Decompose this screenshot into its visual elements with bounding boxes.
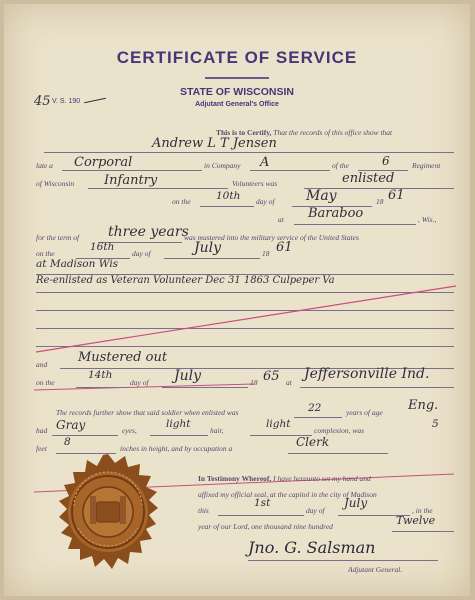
enlist-year-prefix: 18 <box>376 197 384 206</box>
regiment-number: 6 <box>382 154 390 168</box>
eyes-value: Gray <box>56 418 86 432</box>
enlist-at-label: at <box>278 215 284 224</box>
out-year-prefix: 18 <box>250 378 258 387</box>
term-label: for the term of <box>36 233 80 242</box>
enlist-place: Baraboo <box>308 206 364 221</box>
records-text: The records further show that said soldier when enlisted was <box>56 408 239 417</box>
height-feet-value: 5 <box>432 418 439 430</box>
occupation-line <box>288 453 388 454</box>
regiment-label: Regiment <box>412 161 441 170</box>
rank-value: Corporal <box>74 155 133 170</box>
testimony-day: 1st <box>254 497 271 509</box>
out-at-label: at <box>286 378 292 387</box>
late-a-label: late a <box>36 161 53 170</box>
signature-title: Adjutant General. <box>348 565 403 574</box>
status-value: enlisted <box>342 171 395 186</box>
of-wisconsin-label: of Wisconsin <box>36 179 75 188</box>
out-day: 14th <box>88 369 113 381</box>
out-month-line <box>162 387 248 388</box>
out-month: July <box>174 368 202 384</box>
wis-label: , Wis., <box>418 215 437 224</box>
eyes-label: eyes, <box>122 426 137 435</box>
muster-day-of-label: day of <box>132 249 151 258</box>
age-line <box>294 417 342 418</box>
occupation-value: Clerk <box>296 435 330 449</box>
out-year: 65 <box>263 369 280 384</box>
out-place-line <box>300 387 454 388</box>
company-value: A <box>260 155 270 170</box>
had-label: had <box>36 426 48 435</box>
muster-year: 61 <box>276 240 293 255</box>
testimony-year-line <box>392 531 454 532</box>
hair-line <box>150 435 208 436</box>
of-the-label: of the <box>332 161 349 170</box>
testimony-this: this <box>198 506 209 515</box>
form-number: 45 <box>34 94 51 109</box>
testimony-line-2: affixed my official seal, at the capitol in the city of Madison <box>198 490 377 499</box>
testimony-day-of: day of <box>306 506 325 515</box>
hair-value: light <box>166 418 191 430</box>
muster-year-prefix: 18 <box>262 249 270 258</box>
testimony-year-text: year of our Lord, one thousand nine hundred <box>198 522 333 531</box>
term-value: three years <box>108 224 189 240</box>
certify-text: That the records of this office show that <box>273 128 393 137</box>
certificate-title: CERTIFICATE OF SERVICE <box>116 48 358 67</box>
in-company-label: in Company <box>204 161 241 170</box>
out-place: Jeffersonville Ind. <box>304 366 430 382</box>
branch-value: Infantry <box>104 173 158 188</box>
and-label: and <box>36 360 48 369</box>
birthplace-value: Eng. <box>408 398 439 413</box>
enlist-year: 61 <box>388 188 405 203</box>
feet-label: feet <box>36 444 47 453</box>
muster-month: July <box>194 240 222 256</box>
muster-day: 16th <box>90 241 115 253</box>
signature-line <box>248 560 438 561</box>
enlist-day: 10th <box>216 190 241 202</box>
certificate-paper <box>4 4 470 596</box>
testimony-lead: In Testimony Whereof, <box>198 474 272 483</box>
mustered-text: was mustered into the military service of the United States <box>184 233 359 242</box>
state-seal <box>48 452 168 572</box>
complexion-value: light <box>266 418 291 430</box>
testimony-line-1: I have hereunto set my hand and <box>273 474 371 483</box>
muster-on-the-label: on the <box>36 249 55 258</box>
out-on-the-label: on the <box>36 378 55 387</box>
detail-line-2: Re-enlisted as Veteran Volunteer Dec 31 1863 Culpeper Va <box>36 275 335 286</box>
age-value: 22 <box>308 402 322 414</box>
office-heading: Adjutant General's Office <box>195 101 279 108</box>
muster-out-status: Mustered out <box>78 350 168 365</box>
eyes-line <box>52 435 118 436</box>
height-inches-value: 8 <box>64 436 71 448</box>
age-suffix: years of age <box>346 408 383 417</box>
enlist-month: May <box>306 188 337 204</box>
out-day-line <box>76 387 128 388</box>
soldier-name: Andrew L T Jensen <box>152 136 277 151</box>
signature: Jno. G. Salsman <box>248 538 376 557</box>
testimony-in-the: , in the <box>412 506 433 515</box>
out-day-of-label: day of <box>130 378 149 387</box>
testimony-month: July <box>344 496 368 510</box>
volunteers-label: Volunteers was <box>232 179 278 188</box>
enlist-day-of-label: day of <box>256 197 275 206</box>
form-code: V. S. 190 <box>52 98 81 105</box>
state-heading: STATE OF WISCONSIN <box>180 86 294 98</box>
complexion-label: complexion, was <box>314 426 364 435</box>
certify-lead: This is to Certify, <box>216 128 272 137</box>
enlist-on-the-label: on the <box>172 197 191 206</box>
detail-line-1: at Madison Wis <box>36 258 119 270</box>
hair-label: hair, <box>210 426 224 435</box>
testimony-day-line <box>218 515 304 516</box>
inches-label: inches in height, and by occupation a <box>120 444 233 453</box>
testimony-year-written: Twelve <box>396 514 436 527</box>
